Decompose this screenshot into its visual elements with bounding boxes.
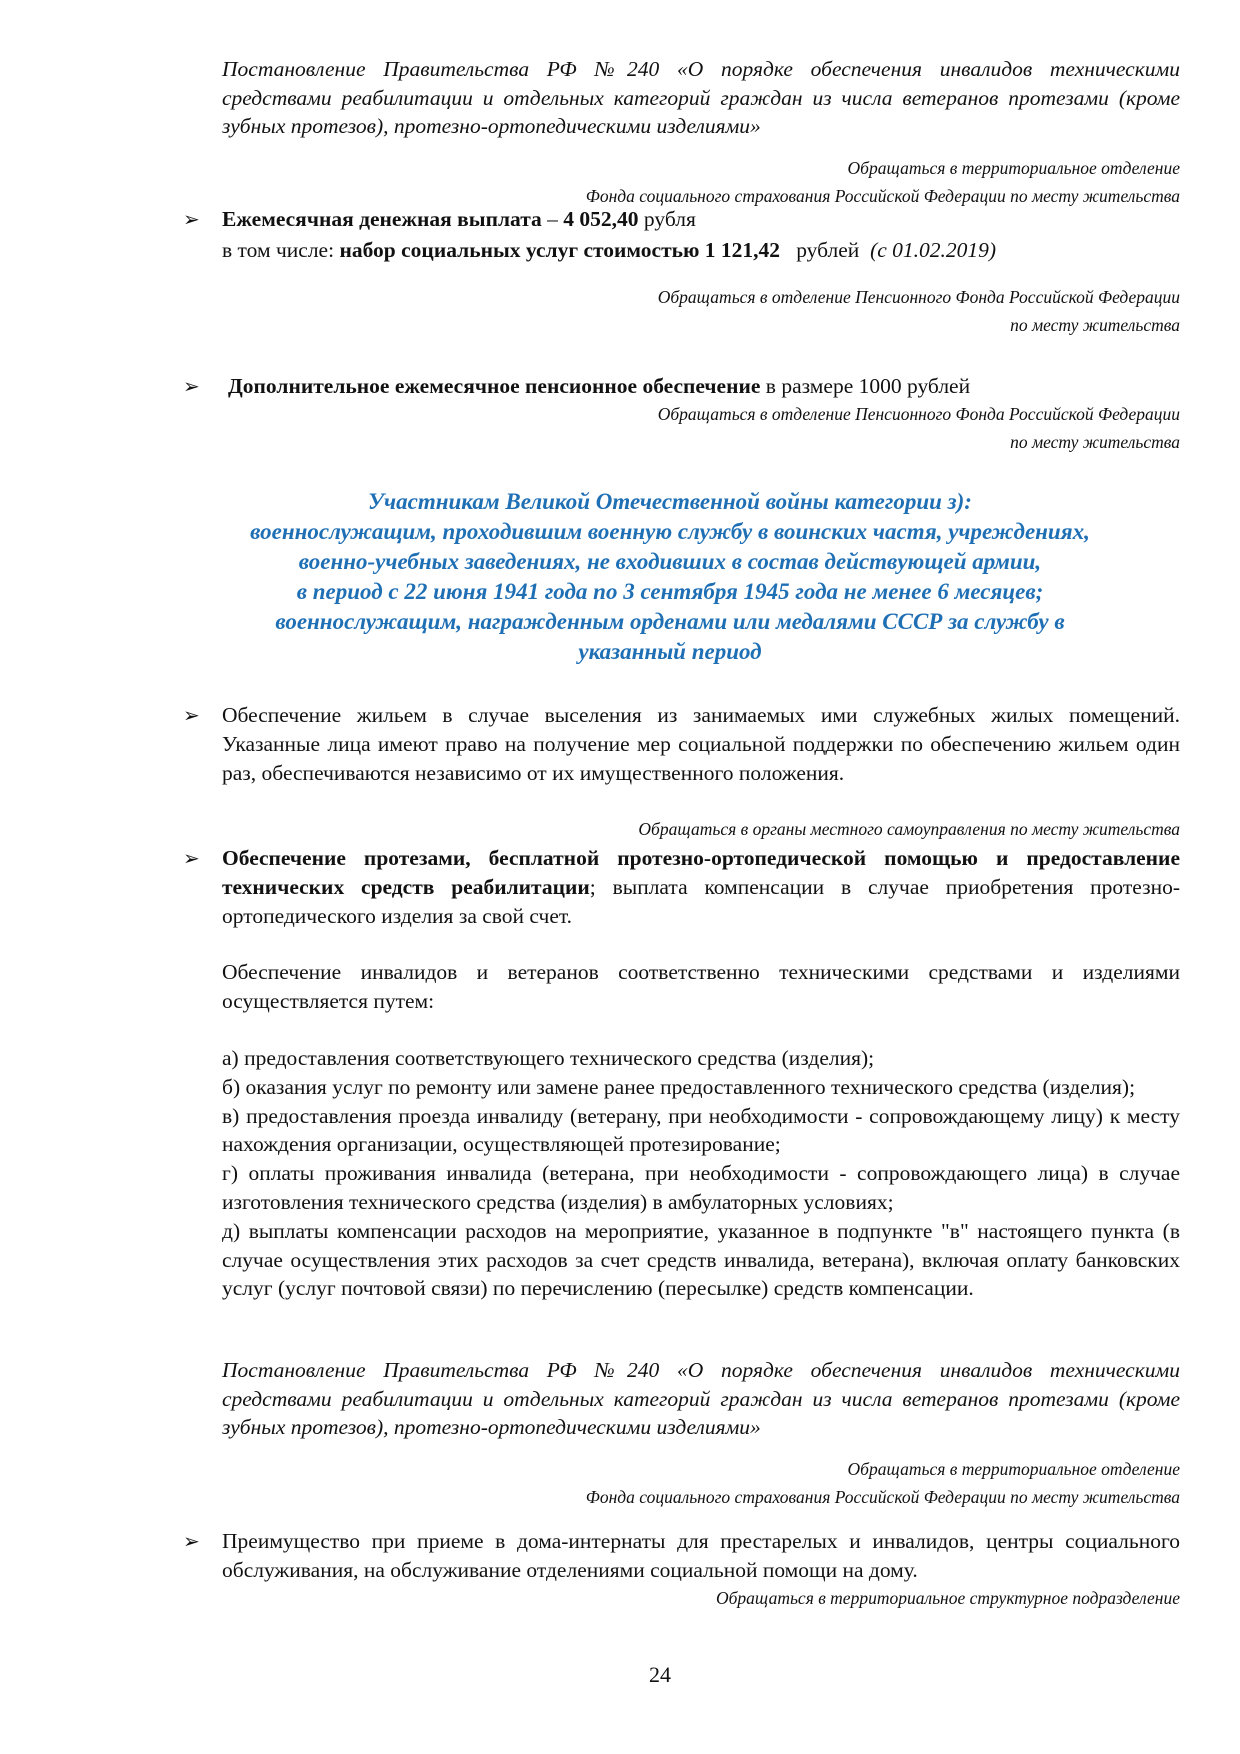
provision-list-item: в) предоставления проезда инвалиду (ветерану, при необходимости - сопровождающему лицу) к месту нахождения организации, осуществляющей протезирование; xyxy=(222,1103,1180,1157)
section-heading xyxy=(150,487,1190,667)
arrowhead-bullet-icon: ➢ xyxy=(183,376,200,398)
arrowhead-bullet-icon: ➢ xyxy=(183,1531,200,1553)
social-services-cost: набор социальных услуг стоимостью 1 121,42 xyxy=(339,237,781,262)
benefit-detail: в размере 1000 рублей xyxy=(760,374,971,398)
provision-list-item: б) оказания услуг по ремонту или замене ранее предоставленного технического средства (изделия); xyxy=(222,1074,1136,1099)
address-line: Обращаться в территориальное отделение xyxy=(847,1459,1180,1479)
subitem-prefix: в том числе: xyxy=(222,237,340,262)
benefit-title: Обеспечение протезами, бесплатной протезно-ортопедической помощью и предоставление технических средств реабилитации xyxy=(222,846,1180,899)
contact-address xyxy=(658,400,1180,456)
address-line: Обращаться в территориальное отделение xyxy=(847,158,1180,178)
heading-line: военнослужащим, проходившим военную службу в воинских частя, учреждениях, xyxy=(250,519,1090,544)
provision-list xyxy=(222,1044,1180,1303)
address-line: Обращаться в отделение Пенсионного Фонда Российской Федерации xyxy=(657,404,1180,424)
address-line: Обращаться в отделение Пенсионного Фонда Российской Федерации xyxy=(657,287,1180,307)
heading-line: указанный период xyxy=(578,639,762,664)
benefit-item-boarding-homes: Преимущество при приеме в дома-интернаты для престарелых и инвалидов, центры социального обслуживания, на обслуживание отделениями социальной помощи на дому. xyxy=(222,1529,1180,1582)
dash: – xyxy=(541,207,564,231)
benefit-item-housing: Обеспечение жильем в случае выселения из занимаемых ими служебных жилых помещений. Указанные лица имеют право на получение мер социальной поддержки по обеспечению жильем один раз, обеспечиваются независимо от их имущественного положения. xyxy=(222,703,1180,785)
benefit-title: Дополнительное ежемесячное пенсионное обеспечение xyxy=(228,374,761,398)
address-line: по месту жительства xyxy=(1010,315,1180,335)
benefit-item-monthly-payment xyxy=(222,205,1180,265)
provision-list-item: г) оплаты проживания инвалида (ветерана, при необходимости - сопровождающего лица) в случае изготовления технического средства (изделия) в амбулаторных условиях; xyxy=(222,1161,1180,1214)
contact-address xyxy=(638,815,1180,843)
provision-intro: Обеспечение инвалидов и ветеранов соответственно техническими средствами и изделиями осуществляется путем: xyxy=(222,960,1180,1013)
heading-line: Участникам Великой Отечественной войны категории з): xyxy=(368,489,972,514)
provision-list-item: а) предоставления соответствующего технического средства (изделия); xyxy=(222,1046,875,1070)
effective-date: (с 01.02.2019) xyxy=(870,237,997,262)
benefit-detail: ; выплата компенсации в случае приобретения протезно-ортопедического изделия за свой счет. xyxy=(222,874,1180,928)
benefit-item-prosthesis xyxy=(222,844,1180,930)
arrowhead-bullet-icon: ➢ xyxy=(183,705,200,727)
benefit-item-additional-pension xyxy=(228,372,1186,401)
contact-address xyxy=(658,283,1180,339)
address-line: Фонда социального страхования Российской Федерации по месту жительства xyxy=(585,186,1180,206)
decree-citation: Постановление Правительства РФ №240 «О порядке обеспечения инвалидов техническими средствами реабилитации и отдельных категорий граждан из числа ветеранов протезами (кроме зубных протезов), протезно-ортопедическими изделиями» xyxy=(222,57,1180,138)
address-line: Фонда социального страхования Российской Федерации по месту жительства xyxy=(585,1487,1180,1507)
payment-unit: рубля xyxy=(638,207,696,231)
arrowhead-bullet-icon: ➢ xyxy=(183,848,200,870)
page-number: 24 xyxy=(649,1662,671,1687)
decree-citation: Постановление Правительства РФ №240 «О порядке обеспечения инвалидов техническими средствами реабилитации и отдельных категорий граждан из числа ветеранов протезами (кроме зубных протезов), протезно-ортопедическими изделиями» xyxy=(222,1358,1180,1439)
address-line: Обращаться в органы местного самоуправления по месту жительства xyxy=(638,819,1180,839)
contact-address xyxy=(586,154,1180,210)
heading-line: военно-учебных заведениях, не входивших в состав действующей армии, xyxy=(298,549,1042,574)
contact-address xyxy=(716,1584,1180,1612)
heading-line: военнослужащим, награжденным орденами или медалями СССР за службу в xyxy=(275,609,1065,634)
address-line: Обращаться в территориальное структурное подразделение xyxy=(715,1588,1180,1608)
payment-amount: 4 052,40 xyxy=(563,207,639,231)
contact-address xyxy=(586,1455,1180,1511)
subitem-unit: рублей xyxy=(780,237,871,262)
address-line: по месту жительства xyxy=(1010,432,1180,452)
arrowhead-bullet-icon: ➢ xyxy=(183,209,200,231)
provision-list-item: д) выплаты компенсации расходов на мероприятие, указанное в подпункте "в" настоящего пункта (в случае осуществления этих расходов за счет средств инвалида, ветерана), включая оплату банковских услуг (услуг почтовой связи) по перечислению (пересылке) средств компенсации. xyxy=(222,1218,1180,1301)
heading-line: в период с 22 июня 1941 года по 3 сентября 1945 года не менее 6 месяцев; xyxy=(296,579,1044,604)
benefit-title: Ежемесячная денежная выплата xyxy=(222,207,542,231)
